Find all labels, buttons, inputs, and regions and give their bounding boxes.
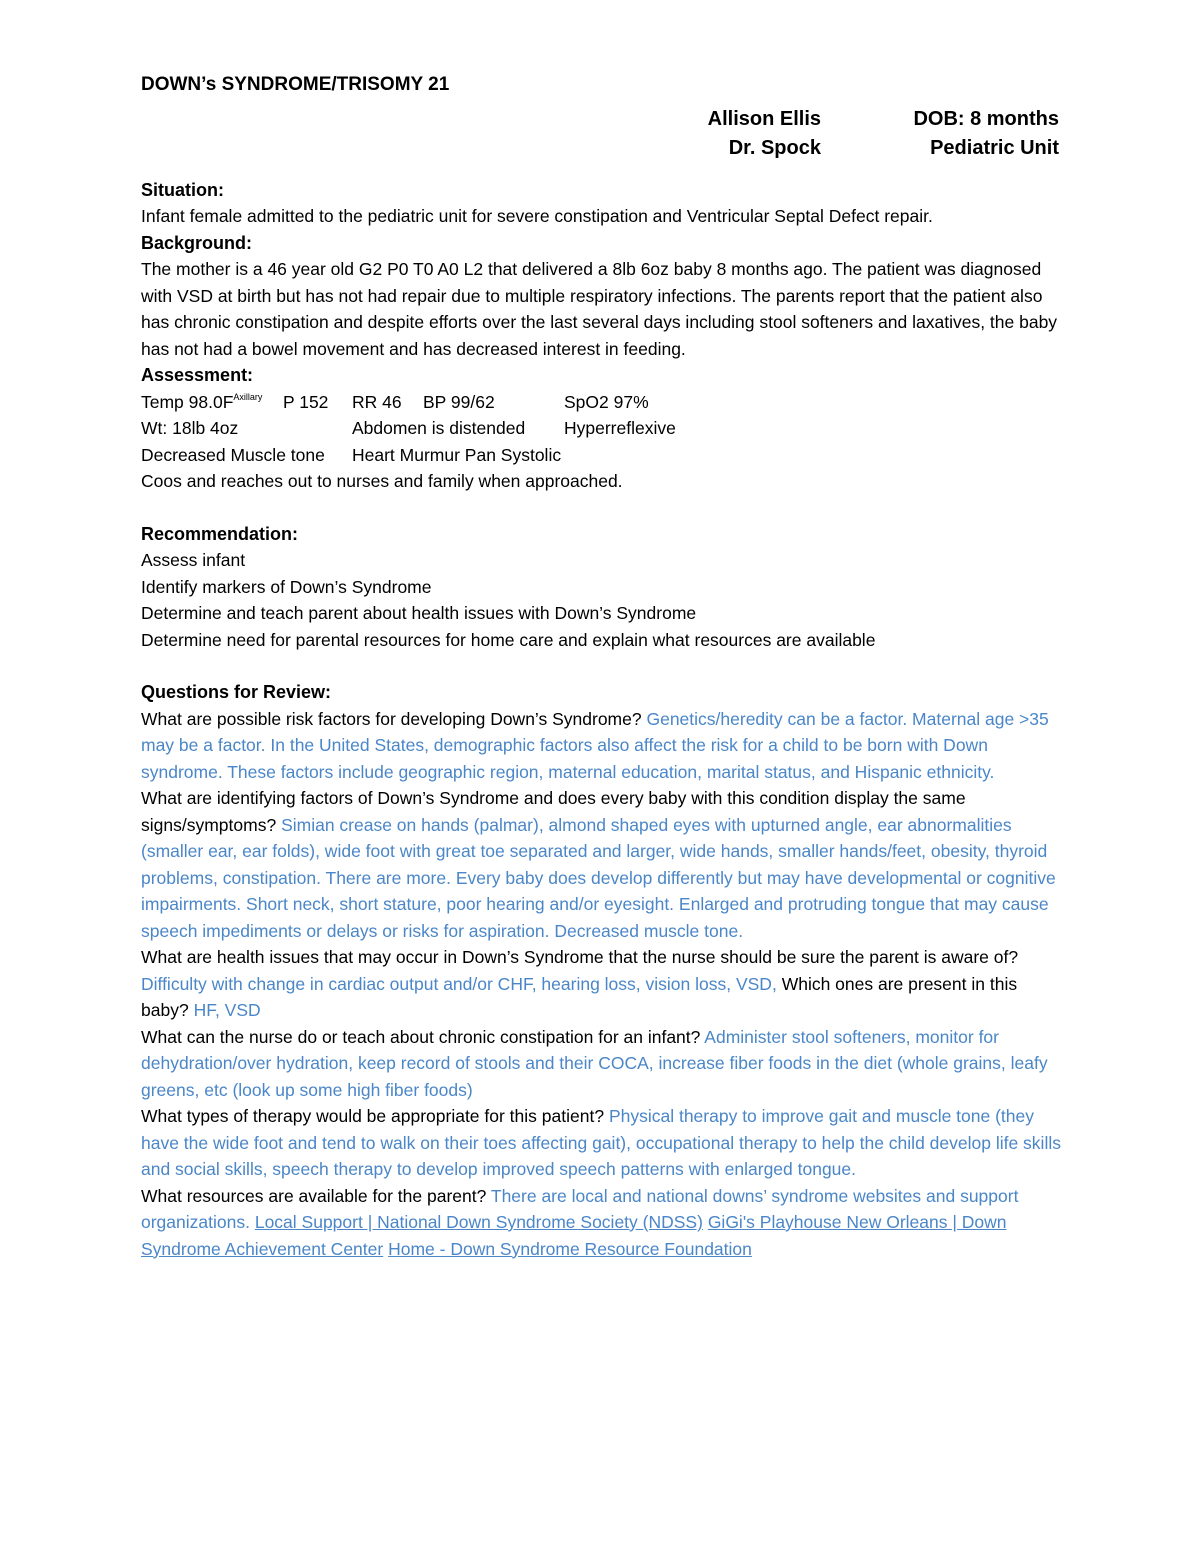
- list-item: Assess infant: [141, 550, 246, 570]
- temp-route: Axillary: [233, 391, 263, 402]
- question-text: What are health issues that may occur in Down’s Syndrome that the nurse should be sure the parent is aware of?: [141, 947, 1019, 967]
- question-text: What are identifying factors of Down’s Syndrome and does every baby with this condition display the same signs/symptoms?: [141, 788, 966, 835]
- recommendation-list: [141, 547, 1061, 653]
- answer-text: Difficulty with change in cardiac output and/or CHF, hearing loss, vision loss, VSD,: [141, 973, 777, 994]
- answer-text: Genetics/heredity can be a factor. Maternal age >35 may be a factor. In the United States, demographic factors also affect the risk for a child to be born with Down syndrome. These factors include geographic region, maternal education, marital status, and Hispanic ethnicity.: [141, 708, 1049, 782]
- assessment-heading: Assessment:: [141, 365, 254, 385]
- ndss-link[interactable]: Local Support | National Down Syndrome Society (NDSS): [254, 1212, 703, 1232]
- spo2-value: SpO2 97%: [564, 391, 649, 412]
- question-1: [141, 706, 1061, 786]
- answer-text: Simian crease on hands (palmar), almond shaped eyes with upturned angle, ear abnormalities (smaller ear, ear folds), wide foot with great toe separated and larger, wide hands, smaller hands/feet, obesity, thyroid problems, constipation. There are more. Every baby does develop differently but may have developmental or cognitive impairments. Short neck, short stature, poor hearing and/or eyesight. Enlarged and protruding tongue that may cause speech impediments or delays or risks for aspiration. Decreased muscle tone.: [141, 814, 1056, 941]
- doctor-name: Dr. Spock: [728, 136, 821, 159]
- resource-foundation-link[interactable]: Home - Down Syndrome Resource Foundation: [388, 1238, 752, 1259]
- tone-row: [141, 442, 1061, 469]
- background-heading: Background:: [141, 232, 253, 253]
- gigis-playhouse-link[interactable]: GiGi's Playhouse New Orleans | Down Syndrome Achievement Center: [141, 1212, 1007, 1259]
- answer-text: Physical therapy to improve gait and muscle tone (they have the wide foot and tend to walk on their toes affecting gait), occupational therapy to help the child develop life skills and social skills, speech therapy to develop improved speech patterns with enlarged tongue.: [141, 1106, 1061, 1179]
- temp-value: Temp $98.0F^{Axillary}$: [141, 391, 263, 412]
- question-4: [141, 1024, 1061, 1104]
- abdomen-finding: Abdomen is distended: [352, 418, 526, 438]
- review-heading: Questions for Review:: [141, 682, 332, 702]
- bp-value: BP 99/62: [423, 391, 495, 412]
- question-2: [141, 785, 1061, 944]
- question-6: [141, 1183, 1061, 1263]
- document-title: DOWN’s SYNDROME/TRISOMY 21: [141, 74, 450, 95]
- question-3: [141, 944, 1061, 1024]
- answer-text: Administer stool softeners, monitor for dehydration/over hydration, keep record of stools and their COCA, increase fiber foods in the diet (whole grains, leafy greens, etc (look up some high fiber foods): [141, 1026, 1048, 1100]
- pulse-value: P 152: [283, 391, 329, 412]
- list-item: Identify markers of Down’s Syndrome: [141, 576, 432, 597]
- situation-heading: Situation:: [141, 179, 224, 200]
- patient-name: Allison Ellis: [707, 107, 821, 130]
- recommendation-heading: Recommendation:: [141, 523, 299, 544]
- question-text: What are possible risk factors for developing Down’s Syndrome?: [141, 708, 642, 729]
- unit-name: Pediatric Unit: [930, 136, 1059, 159]
- question-text: Which ones are present in this baby?: [141, 973, 1018, 1020]
- question-5: [141, 1103, 1061, 1183]
- question-text: What resources are available for the parent?: [141, 1185, 487, 1206]
- answer-text: There are local and national downs’ syndrome websites and support organizations.: [141, 1185, 1019, 1232]
- question-text: What types of therapy would be appropriate for this patient?: [141, 1106, 605, 1126]
- reflex-finding: Hyperreflexive: [564, 418, 676, 438]
- behavior-finding: Coos and reaches out to nurses and family when approached.: [141, 471, 623, 491]
- muscle-tone-finding: Decreased Muscle tone: [141, 444, 325, 465]
- answer-text: HF, VSD: [193, 1000, 261, 1020]
- vitals-row: [141, 389, 1061, 416]
- document: [141, 72, 1061, 1262]
- patient-info: [141, 105, 1061, 163]
- background-text: The mother is a 46 year old G2 P0 T0 A0 L2 that delivered a 8lb 6oz baby 8 months ago. The patient was diagnosed with VSD at birth but has not had repair due to multiple respiratory infections. The parents report that the patient also has chronic constipation and despite efforts over the last several days including stool softeners and laxatives, the baby has not had a bowel movement and has decreased interest in feeding.: [141, 259, 1058, 359]
- list-item: Determine need for parental resources for home care and explain what resources are available: [141, 629, 876, 650]
- murmur-finding: Heart Murmur Pan Systolic: [352, 444, 562, 465]
- rr-value: RR 46: [352, 391, 402, 412]
- list-item: Determine and teach parent about health issues with Down’s Syndrome: [141, 603, 697, 623]
- question-text: What can the nurse do or teach about chronic constipation for an infant?: [141, 1026, 701, 1047]
- situation-text: Infant female admitted to the pediatric unit for severe constipation and Ventricular Septal Defect repair.: [141, 206, 933, 226]
- patient-dob: DOB: 8 months: [913, 107, 1059, 130]
- findings-row: [141, 415, 1061, 442]
- weight-value: Wt: 18lb 4oz: [141, 418, 239, 438]
